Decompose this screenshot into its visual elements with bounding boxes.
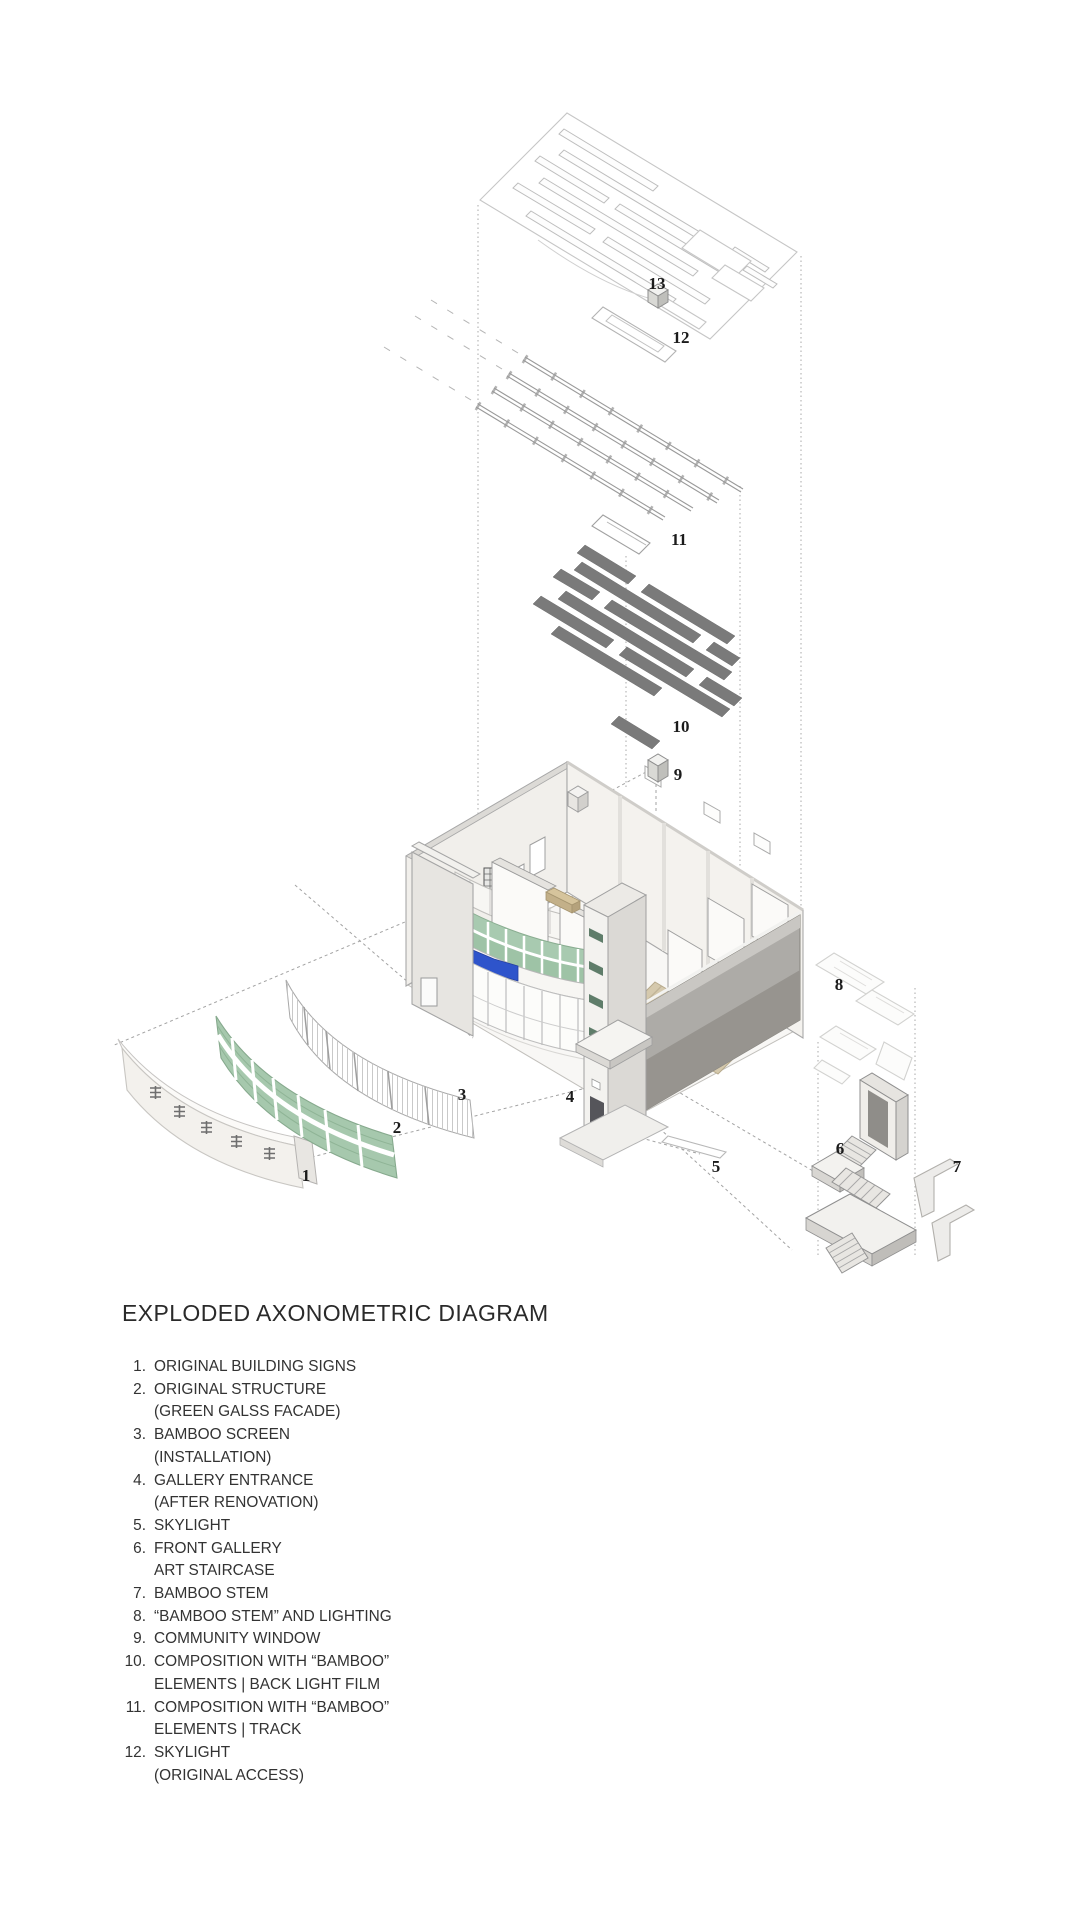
legend-item-number: 6. [133, 1539, 146, 1557]
legend-item-line-cont: ELEMENTS | BACK LIGHT FILM [154, 1675, 381, 1693]
legend-item [100, 1538, 392, 1583]
diagram-label-13: 13 [648, 274, 666, 293]
legend-item-text [154, 1515, 230, 1538]
legend-item [100, 1606, 392, 1629]
diagram-label-8: 8 [834, 975, 844, 994]
legend-item-number: 10. [124, 1653, 146, 1671]
diagram-label-4: 4 [565, 1087, 575, 1106]
diagram-label-11: 11 [670, 530, 688, 549]
legend-item-line-cont: (ORIGINAL ACCESS) [154, 1766, 304, 1784]
legend-item-text [154, 1583, 269, 1606]
legend-item-number: 11. [125, 1698, 146, 1716]
diagram-label-10: 10 [672, 717, 690, 736]
legend-item-line: ORIGINAL STRUCTURE [154, 1380, 327, 1398]
legend-item-line: “BAMBOO STEM” AND LIGHTING [154, 1607, 392, 1625]
legend-item-line: BAMBOO SCREEN [154, 1426, 290, 1444]
backlight-film-layer [533, 545, 742, 749]
track-fragment [592, 515, 650, 554]
legend-item-line: ORIGINAL BUILDING SIGNS [154, 1358, 357, 1375]
sign-glyph [174, 1105, 185, 1118]
legend-item-line: GALLERY ENTRANCE [154, 1471, 314, 1489]
legend-item [100, 1424, 392, 1469]
legend-item-text [154, 1742, 304, 1787]
legend-item-text [154, 1470, 318, 1515]
sign-glyph [264, 1147, 275, 1160]
legend-item [100, 1651, 392, 1696]
legend-item-text [154, 1651, 389, 1696]
diagram-label-9: 9 [673, 765, 683, 784]
diagram-label-3: 3 [457, 1085, 467, 1104]
legend-item-line-cont: (AFTER RENOVATION) [154, 1494, 319, 1512]
legend-item [100, 1697, 392, 1742]
legend-item-line-cont: (INSTALLATION) [154, 1448, 272, 1466]
community-window-box [648, 754, 668, 782]
diagram-label-12: 12 [672, 328, 690, 347]
legend-item-number: 4. [133, 1471, 146, 1489]
projection-guide-lines [112, 205, 917, 1256]
legend-item-text [154, 1424, 290, 1469]
legend-item-line: SKYLIGHT [154, 1516, 231, 1534]
clerestory-window [704, 802, 720, 823]
sign-glyph [150, 1086, 161, 1099]
legend-item-number: 3. [133, 1426, 146, 1444]
legend-item-line: BAMBOO STEM [154, 1585, 269, 1603]
legend-item-line-cont: ART STAIRCASE [154, 1562, 275, 1580]
art-staircase [806, 1073, 916, 1273]
diagram-label-5: 5 [711, 1157, 721, 1176]
legend-item [100, 1356, 392, 1379]
legend-item-number: 2. [133, 1380, 146, 1398]
legend-item-number: 8. [133, 1607, 146, 1625]
legend-item-number: 7. [133, 1585, 146, 1603]
page-title: EXPLODED AXONOMETRIC DIAGRAM [122, 1300, 549, 1326]
legend-item [100, 1515, 392, 1538]
bamboo-stem [914, 1159, 974, 1261]
legend-item-number: 1. [133, 1358, 146, 1375]
legend-item-line-cont: ELEMENTS | TRACK [154, 1721, 302, 1739]
legend-item-line: FRONT GALLERY [154, 1539, 282, 1557]
sign-glyph [201, 1121, 212, 1134]
legend-item [100, 1628, 392, 1651]
legend-item [100, 1583, 392, 1606]
legend-item-line: COMPOSITION WITH “BAMBOO” [154, 1653, 390, 1671]
diagram-label-7: 7 [952, 1157, 962, 1176]
legend-item [100, 1742, 392, 1787]
legend-item-number: 12. [124, 1743, 146, 1761]
clerestory-window [754, 833, 770, 854]
legend-item [100, 1470, 392, 1515]
legend-item-number: 9. [133, 1630, 146, 1648]
lighting-outline [814, 953, 914, 1084]
legend-item [100, 1379, 392, 1424]
legend-list [100, 1356, 392, 1787]
legend-item-line: COMMUNITY WINDOW [154, 1630, 321, 1648]
legend-item-text [154, 1379, 340, 1424]
legend-item-number: 5. [133, 1516, 146, 1534]
legend-item-text [154, 1606, 392, 1629]
legend-item-text [154, 1628, 320, 1651]
diagram-label-6: 6 [835, 1139, 845, 1158]
legend-item-text [154, 1356, 356, 1379]
skylight-strip-5 [662, 1136, 726, 1158]
legend-item-line-cont: (GREEN GALSS FACADE) [154, 1403, 341, 1421]
left-tower [412, 842, 480, 1036]
legend-item-line: COMPOSITION WITH “BAMBOO” [154, 1698, 390, 1716]
sign-glyph [231, 1135, 242, 1148]
tower-window [421, 978, 437, 1006]
diagram-label-1: 1 [301, 1166, 311, 1185]
diagram-label-2: 2 [392, 1118, 402, 1137]
roof-vent [568, 786, 588, 812]
legend-item-text [154, 1697, 389, 1742]
legend-item-text [154, 1538, 282, 1583]
skylight-roof-layer [480, 113, 797, 339]
legend-item-line: SKYLIGHT [154, 1743, 231, 1761]
